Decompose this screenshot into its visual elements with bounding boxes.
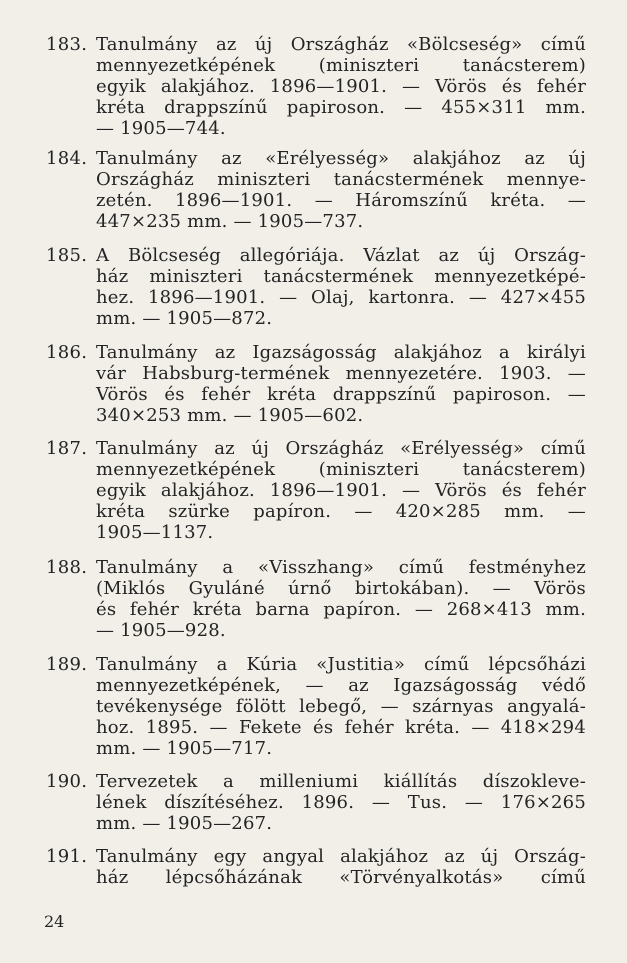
entry-line: 447×235 mm. — 1905—737. (96, 211, 364, 232)
entry-number: 191. (46, 846, 88, 867)
entry-line: kréta szürke papíron. — 420×285 mm. — (96, 501, 586, 522)
entry-line: 340×253 mm. — 1905—602. (96, 405, 364, 426)
entry-number: 187. (46, 438, 88, 459)
entry-line: ház lépcsőházának «Törvényalkotás» című (96, 867, 586, 888)
entry-line: hez. 1896—1901. — Olaj, kartonra. — 427×455 (96, 287, 586, 308)
entry-line: Vörös és fehér kréta drappszínű papiroson. — (96, 384, 586, 405)
entry-number: 183. (46, 34, 88, 55)
entry-line: hoz. 1895. — Fekete és fehér kréta. — 418×294 (96, 717, 586, 738)
entry-line: Tanulmány az Igazságosság alakjához a királyi (96, 342, 586, 363)
entry-number: 185. (46, 245, 88, 266)
entry-line: Tanulmány egy angyal alakjához az új Ország- (96, 846, 586, 867)
entry-text (96, 654, 586, 759)
entry-text (96, 245, 586, 329)
entry-text (96, 342, 586, 426)
entry-line: és fehér kréta barna papíron. — 268×413 mm. (96, 599, 586, 620)
catalog-entry-185 (46, 245, 586, 329)
entry-line: Tervezetek a milleniumi kiállítás díszokleve- (96, 771, 586, 792)
entry-text (96, 148, 586, 232)
entry-number: 190. (46, 771, 88, 792)
entry-line: mennyezetképének (miniszteri tanácsterem) (96, 55, 586, 76)
entry-number: 184. (46, 148, 88, 169)
catalog-entry-191 (46, 846, 586, 888)
entry-number: 186. (46, 342, 88, 363)
entry-line: zetén. 1896—1901. — Háromszínű kréta. — (96, 190, 586, 211)
entry-line: mm. — 1905—267. (96, 813, 273, 834)
entry-line: 1905—1137. (96, 522, 214, 543)
entry-line: mennyezetképének (miniszteri tanácsterem) (96, 459, 586, 480)
entry-text (96, 771, 586, 834)
entry-text (96, 557, 586, 641)
entry-line: Tanulmány a Kúria «Justitia» című lépcsőházi (96, 654, 586, 675)
entry-line: Országház miniszteri tanácstermének mennye- (96, 169, 586, 190)
entry-line: tevékenysége fölött lebegő, — szárnyas angyalá- (96, 696, 586, 717)
entry-line: (Miklós Gyuláné úrnő birtokában). — Vörös (96, 578, 586, 599)
catalog-entry-188 (46, 557, 586, 641)
entry-line: Tanulmány az új Országház «Bölcseség» című (96, 34, 586, 55)
catalog-entry-189 (46, 654, 586, 759)
catalog-entry-187 (46, 438, 586, 543)
entry-line: egyik alakjához. 1896—1901. — Vörös és fehér (96, 480, 586, 501)
entry-line: Tanulmány az új Országház «Erélyesség» című (96, 438, 586, 459)
entry-line: mm. — 1905—872. (96, 308, 273, 329)
entry-line: Tanulmány az «Erélyesség» alakjához az új (96, 148, 586, 169)
entry-line: egyik alakjához. 1896—1901. — Vörös és fehér (96, 76, 586, 97)
entry-line: mm. — 1905—717. (96, 738, 273, 759)
catalog-entry-184 (46, 148, 586, 232)
entry-number: 189. (46, 654, 88, 675)
entry-line: ház miniszteri tanácstermének mennyezetképé- (96, 266, 586, 287)
catalog-entry-183 (46, 34, 586, 139)
entry-line: vár Habsburg-termének mennyezetére. 1903. — (96, 363, 586, 384)
entry-line: kréta drappszínű papiroson. — 455×311 mm. (96, 97, 586, 118)
entry-line: — 1905—744. (96, 118, 226, 139)
entry-number: 188. (46, 557, 88, 578)
entry-line: — 1905—928. (96, 620, 226, 641)
entry-text (96, 438, 586, 543)
page-number: 24 (44, 912, 65, 931)
entry-line: lének díszítéséhez. 1896. — Tus. — 176×265 (96, 792, 586, 813)
entry-text (96, 34, 586, 139)
catalog-entry-190 (46, 771, 586, 834)
entry-line: Tanulmány a «Visszhang» című festményhez (96, 557, 586, 578)
entry-line: A Bölcseség allegóriája. Vázlat az új Ország- (96, 245, 586, 266)
catalog-entry-186 (46, 342, 586, 426)
entry-text (96, 846, 586, 888)
entry-line: mennyezetképének, — az Igazságosság védő (96, 675, 586, 696)
